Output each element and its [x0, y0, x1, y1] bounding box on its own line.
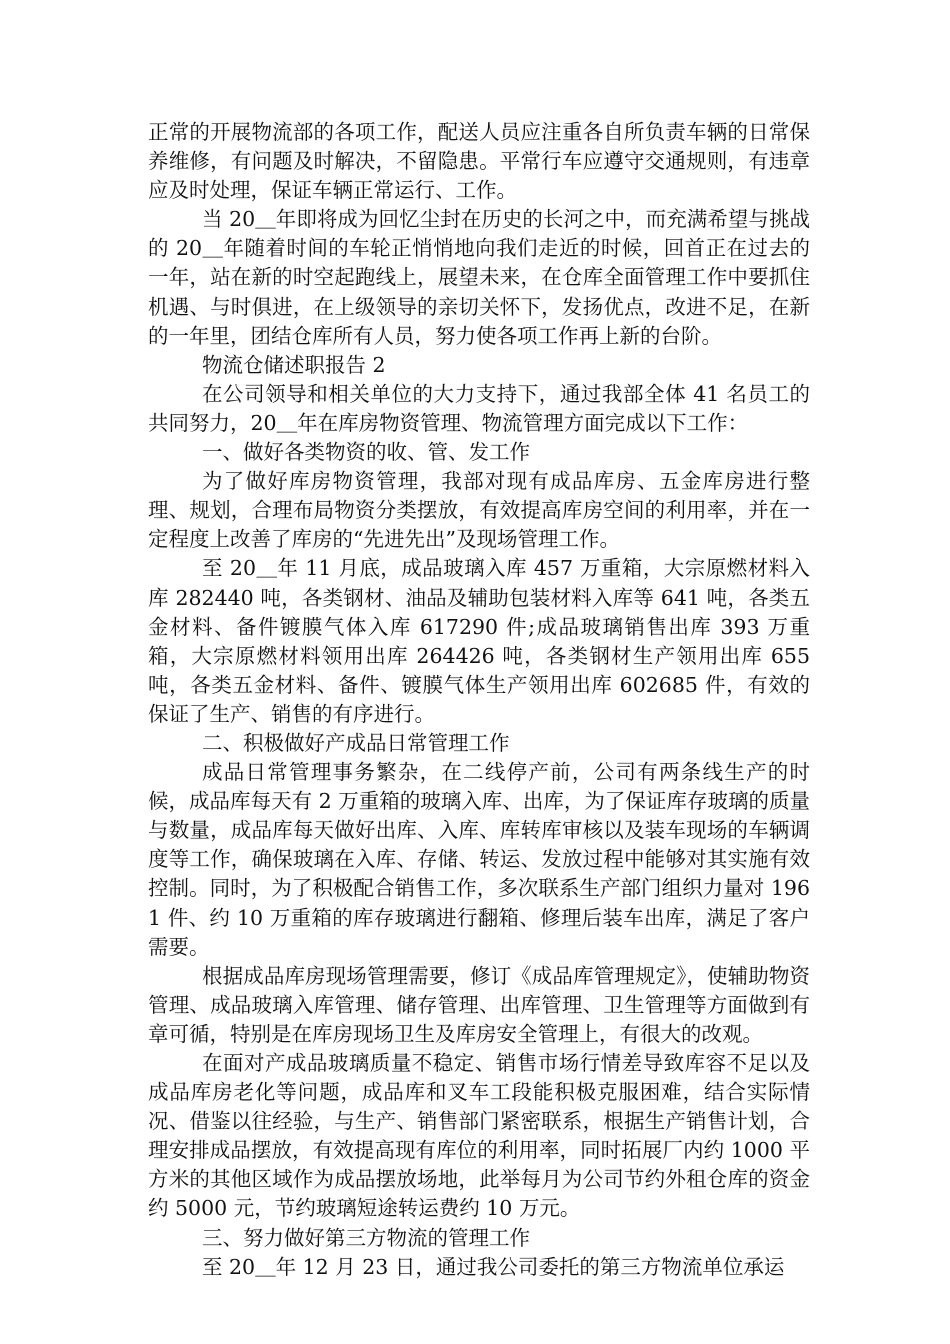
- paragraph: 当 20＿年即将成为回忆尘封在历史的长河之中，而充满希望与挑战的 20＿年随着时间的车轮正悄悄地向我们走近的时候，回首正在过去的一年，站在新的时空起跑线上，展望未来，在仓库全面管理工作中要抓住机遇、与时俱进，在上级领导的亲切关怀下，发扬优点，改进不足，在新的一年里，团结仓库所有人员，努力使各项工作再上新的台阶。: [148, 207, 810, 348]
- paragraph: 至 20＿年 11 月底，成品玻璃入库 457 万重箱，大宗原燃材料入库 282440 吨，各类钢材、油品及辅助包装材料入库等 641 吨，各类五金材料、备件镀膜气体入库 617290 件;成品玻璃销售出库 393 万重箱，大宗原燃材料领用出库 264426 吨，各类钢材生产领用出库 655 吨，各类五金材料、备件、镀膜气体生产领用出库 602685 件，有效的保证了生产、销售的有序进行。: [148, 556, 810, 726]
- paragraph: 正常的开展物流部的各项工作，配送人员应注重各自所负责车辆的日常保养维修，有问题及时解决，不留隐患。平常行车应遵守交通规则，有违章应及时处理，保证车辆正常运行、工作。: [148, 120, 810, 203]
- paragraph: 根据成品库房现场管理需要，修订《成品库管理规定》，使辅助物资管理、成品玻璃入库管理、储存管理、出库管理、卫生管理等方面做到有章可循，特别是在库房现场卫生及库房安全管理上，有很大的改观。: [148, 963, 810, 1046]
- paragraph: 在面对产成品玻璃质量不稳定、销售市场行情差导致库容不足以及成品库房老化等问题，成品库和叉车工段能积极克服困难，结合实际情况、借鉴以往经验，与生产、销售部门紧密联系，根据生产销售计划，合理安排成品摆放，有效提高现有库位的利用率，同时拓展厂内约 1000 平方米的其他区域作为成品摆放场地，此举每月为公司节约外租仓库的资金约 5000 元，节约玻璃短途转运费约 10 万元。: [148, 1051, 810, 1221]
- document-body: [148, 118, 810, 1282]
- paragraph: 成品日常管理事务繁杂，在二线停产前，公司有两条线生产的时候，成品库每天有 2 万重箱的玻璃入库、出库，为了保证库存玻璃的质量与数量，成品库每天做好出库、入库、库转库审核以及装车现场的车辆调度等工作，确保玻璃在入库、存储、转运、发放过程中能够对其实施有效控制。同时，为了积极配合销售工作，多次联系生产部门组织力量对 1961 件、约 10 万重箱的库存玻璃进行翻箱、修理后装车出库，满足了客户需要。: [148, 760, 810, 959]
- section-heading: 二、积极做好产成品日常管理工作: [202, 730, 510, 755]
- paragraph: 为了做好库房物资管理，我部对现有成品库房、五金库房进行整理、规划，合理布局物资分类摆放，有效提高库房空间的利用率，并在一定程度上改善了库房的“先进先出”及现场管理工作。: [148, 469, 810, 552]
- section-heading: 一、做好各类物资的收、管、发工作: [202, 440, 530, 465]
- section-heading: 三、努力做好第三方物流的管理工作: [202, 1225, 530, 1250]
- paragraph: 在公司领导和相关单位的大力支持下，通过我部全体 41 名员工的共同努力，20＿年在库房物资管理、物流管理方面完成以下工作：: [148, 381, 810, 435]
- paragraph: 至 20＿年 12 月 23 日，通过我公司委托的第三方物流单位承运: [202, 1254, 785, 1279]
- section-title: 物流仓储述职报告 2: [202, 352, 386, 377]
